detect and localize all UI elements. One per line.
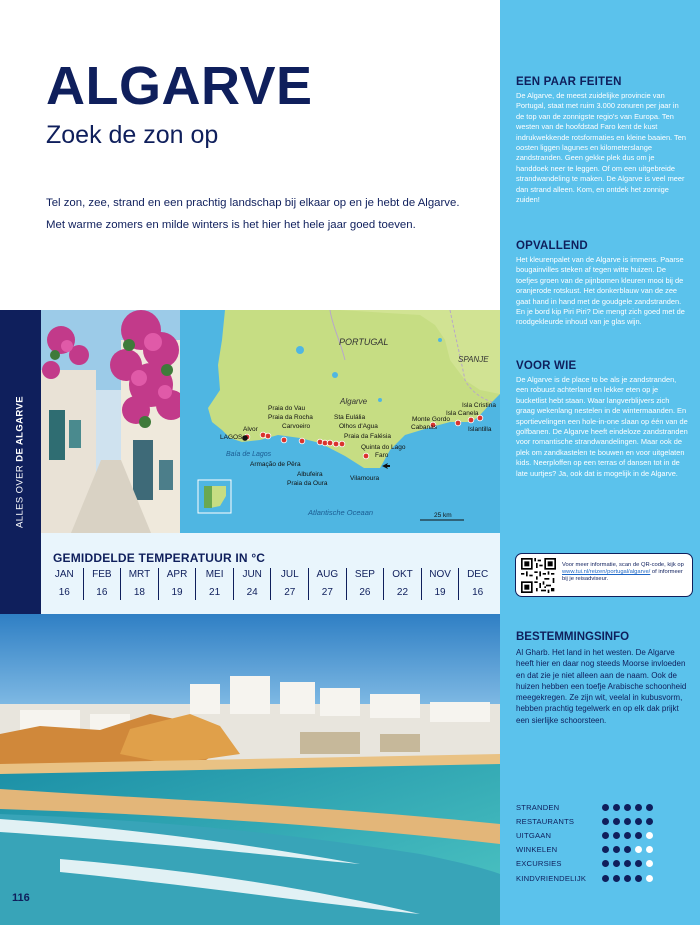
rating-dot-empty <box>646 846 653 853</box>
temperature-value: 18 <box>133 587 145 598</box>
map-label-portugal: PORTUGAL <box>339 337 389 347</box>
opvallend-body: Het kleurenpalet van de Algarve is immens. Paarse bougainvilles steken af tegen witte huizen. De toefjes groen van de pijnbomen kleuren mooi bij de oranjerode rotskust. Het donkerblauw van de zee gaat hand in hand met de goudgele zandstranden. En je bord kip Piri Piri? Die mengt zich goed met de roodgekleurde inhoud van je glas wijn. <box>516 255 685 327</box>
rating-dot-filled <box>635 818 642 825</box>
rating-dot-filled <box>624 818 631 825</box>
map-place: Monte Gordo <box>412 416 450 423</box>
temperature-value: 19 <box>434 587 446 598</box>
temperature-grid <box>46 568 496 600</box>
qr-link[interactable]: www.tui.nl/reizen/portugal/algarve/ <box>562 569 651 576</box>
rating-dot-filled <box>624 832 631 839</box>
map-place: Isla Canela <box>446 410 479 417</box>
temperature-month: MRT <box>128 569 151 580</box>
beach-photo <box>0 614 500 925</box>
intro-text: Tel zon, zee, strand en een prachtig landschap bij elkaar op en je hebt de Algarve. Met warme zomers en milde winters is het hier het hele jaar goed toeven. <box>46 197 460 231</box>
rating-dot-filled <box>624 846 631 853</box>
rating-dot-filled <box>613 818 620 825</box>
temperature-value: 19 <box>171 587 183 598</box>
map-place: Alvor <box>243 426 258 433</box>
qr-text-before: Voor meer informatie, scan de QR-code, kijk op <box>562 562 684 568</box>
opvallend-section <box>516 240 688 328</box>
rating-dot-empty <box>646 875 653 882</box>
temperature-value: 24 <box>246 587 258 598</box>
temperature-column <box>84 568 122 600</box>
map-place: Albufeira <box>297 471 323 478</box>
qr-info-box <box>515 553 693 597</box>
map-place: Praia do Vau <box>268 405 306 412</box>
temperature-value: 22 <box>396 587 409 598</box>
facts-section <box>516 76 688 205</box>
rating-label: STRANDEN <box>516 802 560 812</box>
side-tab-prefix: ALLES OVER <box>14 461 26 528</box>
temperature-month: DEC <box>467 569 489 580</box>
rating-row <box>516 800 692 814</box>
map-place: Praia da Rocha <box>268 414 313 421</box>
ratings-list <box>516 800 692 885</box>
temperature-column <box>159 568 197 600</box>
map-place: Islantilla <box>468 426 492 433</box>
temperature-column <box>46 568 84 600</box>
rating-dots <box>602 804 653 811</box>
map-inset <box>198 480 231 513</box>
temperature-month: APR <box>166 569 188 580</box>
voorwie-title: VOOR WIE <box>516 360 577 372</box>
map-place: Quinta do Lago <box>361 444 406 451</box>
temperature-column <box>309 568 347 600</box>
temperature-column <box>121 568 159 600</box>
rating-row <box>516 871 692 885</box>
rating-row <box>516 828 692 842</box>
rating-label: EXCURSIES <box>516 859 562 869</box>
opvallend-title: OPVALLEND <box>516 240 588 252</box>
temperature-month: SEP <box>354 569 375 580</box>
qr-code[interactable] <box>521 558 556 593</box>
temperature-month: NOV <box>429 569 451 580</box>
rating-dot-filled <box>646 804 653 811</box>
rating-label: KINDVRIENDELIJK <box>516 873 587 883</box>
temperature-value: 16 <box>96 587 108 598</box>
rating-label: RESTAURANTS <box>516 816 575 826</box>
rating-dot-filled <box>635 860 642 867</box>
facts-body: De Algarve, de meest zuidelijke provincie van Portugal, staat met ruim 3.000 zonuren per jaar in de top van de zonnigste regio's van Europa. Ten westen van de hoofdstad Faro kent de kust indrukwekkende rotsformaties en kleine baaien. Ten oosten liggen lagunes en kilometerslange zandstranden. Geen gekke plek dus om je handdoek neer te leggen. Of om een uitgebreide strandwandeling te maken. De Algarve is veel meer dan strand alleen. Kom, en ontdek het zonnige zuiden! <box>516 91 686 205</box>
rating-dot-filled <box>646 818 653 825</box>
map-label-spain: SPANJE <box>458 355 489 364</box>
map-place: Cabanas <box>411 424 438 431</box>
rating-dot-filled <box>613 804 620 811</box>
map-place: Isla Cristina <box>462 402 496 409</box>
voorwie-section <box>516 360 688 479</box>
temperature-month: JUN <box>242 569 262 580</box>
temperature-value: 27 <box>284 587 296 598</box>
qr-text <box>562 562 690 584</box>
rating-dot-filled <box>602 875 609 882</box>
temperature-column <box>271 568 309 600</box>
map-scale: 25 km <box>434 512 452 519</box>
map-place: Armação de Pêra <box>250 461 301 468</box>
street-photo <box>41 310 180 533</box>
beach-illustration <box>0 614 500 925</box>
map-label-bay: Baía de Lagos <box>226 451 272 458</box>
map-place: Vilamoura <box>350 475 380 482</box>
temperature-title: GEMIDDELDE TEMPERATUUR IN °C <box>53 551 266 565</box>
rating-dot-empty <box>646 832 653 839</box>
map-label-region: Algarve <box>340 397 368 406</box>
voorwie-body: De Algarve is de place to be als je zandstranden, een robuust achterland en lekker eten op je bucketlist hebt staan. Waar langverblijvers zich graag wekenlang nestelen in de wintermaanden. En sportievelingen een hole-in-one slaan op één van de golfbanen. De Algarve heeft eindeloze zandstranden voor romantische strandwandelingen. Maar ook de plek om zandkastelen te bouwen en voor uitgelaten kids. Neerploffen op een terras of dansen tot in de late uurtjes? Ja, ook dat is mogelijk in de Algarve. <box>516 375 688 478</box>
side-tab-label <box>15 396 26 528</box>
temperature-value: 16 <box>472 587 484 598</box>
info-column <box>500 0 700 925</box>
rating-label: UITGAAN <box>516 830 552 840</box>
rating-dot-filled <box>613 860 620 867</box>
map-place: Carvoeiro <box>282 423 311 430</box>
page-title: ALGARVE <box>46 56 313 116</box>
map-label-ocean: Atlantische Oceaan <box>308 508 374 517</box>
rating-row <box>516 843 692 857</box>
map-place: Praia da Oura <box>287 480 328 487</box>
temperature-column <box>234 568 272 600</box>
rating-dot-filled <box>613 875 620 882</box>
qr-text-after: of informeer bij je reisadviseur. <box>562 569 683 583</box>
rating-dot-filled <box>635 804 642 811</box>
rating-dots <box>602 832 653 839</box>
temperature-column <box>384 568 422 600</box>
rating-dots <box>602 860 653 867</box>
map-place: Sta Eulália <box>334 414 366 421</box>
map-place: Olhos d'Agua <box>339 423 378 430</box>
rating-dot-filled <box>602 860 609 867</box>
rating-dots <box>602 875 653 882</box>
rating-dot-empty <box>635 846 642 853</box>
map-illustration <box>180 310 500 533</box>
rating-dot-filled <box>635 875 642 882</box>
rating-dot-filled <box>602 818 609 825</box>
rating-dot-filled <box>624 875 631 882</box>
bestemming-title: BESTEMMINGSINFO <box>516 631 630 643</box>
temperature-value: 26 <box>359 587 371 598</box>
temperature-column <box>196 568 234 600</box>
temperature-table <box>41 533 500 614</box>
bestemming-section <box>516 631 694 726</box>
map-place: Faro <box>375 452 389 459</box>
temperature-column <box>422 568 460 600</box>
algarve-map[interactable] <box>180 310 500 533</box>
temperature-month: MEI <box>205 569 224 580</box>
facts-title: EEN PAAR FEITEN <box>516 76 622 88</box>
street-illustration <box>41 310 180 533</box>
rating-row <box>516 814 692 828</box>
rating-dot-filled <box>613 846 620 853</box>
rating-dot-filled <box>624 860 631 867</box>
page-number: 116 <box>12 892 30 904</box>
rating-dot-filled <box>602 804 609 811</box>
rating-dots <box>602 818 653 825</box>
map-place: LAGOS <box>220 434 243 441</box>
rating-dots <box>602 846 653 853</box>
rating-dot-empty <box>646 860 653 867</box>
temperature-column <box>459 568 496 600</box>
temperature-month: AUG <box>316 569 339 580</box>
bestemming-body: Al Gharb. Het land in het westen. De Algarve heeft hier en daar nog steeds Moorse invloeden en dat zie je niet alleen aan de naam. Ook de huizen hebben een toefje Arabische schoonheid meegekregen. Ze zijn wit, veelal in kubusvorm, hebben prachtig tegelwerk en op elk dak prijkt een sierlijke schoorsteen. <box>516 648 687 725</box>
rating-dot-filled <box>624 804 631 811</box>
temperature-month: FEB <box>92 569 112 580</box>
temperature-value: 27 <box>321 587 333 598</box>
temperature-column <box>347 568 385 600</box>
temperature-month: JUL <box>280 569 299 580</box>
rating-dot-filled <box>635 832 642 839</box>
temperature-month: JAN <box>54 569 74 580</box>
map-place: Praia da Falésia <box>344 433 391 440</box>
temperature-month: OKT <box>392 569 413 580</box>
page-subtitle: Zoek de zon op <box>46 121 219 149</box>
side-tab-bold: DE ALGARVE <box>14 396 26 462</box>
temperature-value: 21 <box>209 587 221 598</box>
rating-label: WINKELEN <box>516 845 558 855</box>
rating-row <box>516 857 692 871</box>
rating-dot-filled <box>602 832 609 839</box>
temperature-value: 16 <box>58 587 70 598</box>
rating-dot-filled <box>602 846 609 853</box>
rating-dot-filled <box>613 832 620 839</box>
